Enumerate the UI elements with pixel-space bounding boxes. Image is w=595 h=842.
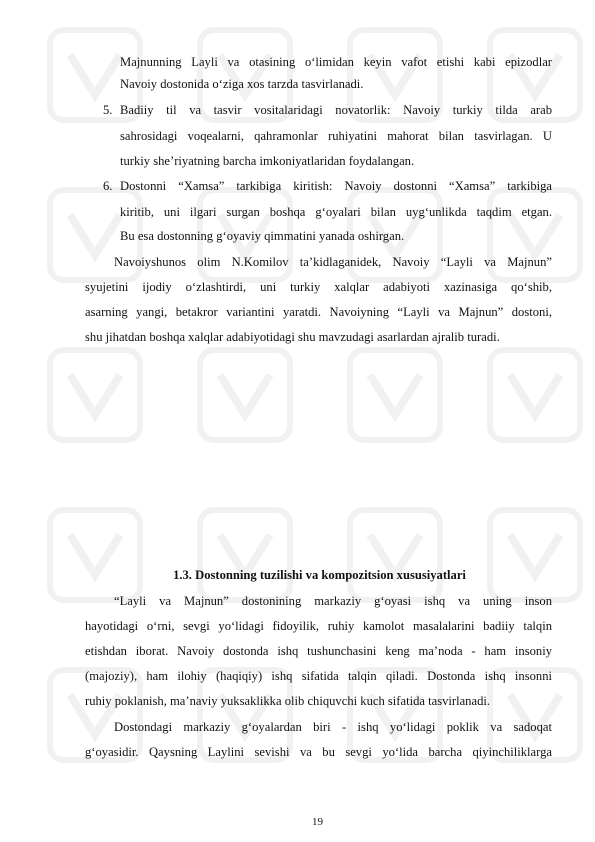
paragraph-line: shu jihatdan boshqa xalqlar adabiyotidagi shu mavzudagi asarlardan ajralib turadi. xyxy=(85,330,500,344)
list-item-line: Badiiy til va tasvir vositalaridagi novatorlik: Navoiy turkiy tilda arab xyxy=(120,103,552,117)
list-continuation-line: Navoiy dostonida o‘ziga xos tarzda tasvirlanadi. xyxy=(120,77,364,91)
paragraph-line: syujetini ijodiy o‘zlashtirdi, uni turkiy xalqlar adabiyoti xazinasiga qo‘shib, xyxy=(85,280,552,294)
watermark-mark xyxy=(340,340,450,450)
list-item-number: 5. xyxy=(103,103,113,117)
list-item-number: 6. xyxy=(103,179,113,193)
paragraph-line: (majoziy), ham ilohiy (haqiqiy) ishq sifatida talqin qiladi. Dostonda ishq insonni xyxy=(85,669,552,683)
paragraph-line: Dostondagi markaziy g‘oyalardan biri - ishq yo‘lidagi poklik va sadoqat xyxy=(114,720,552,734)
page-number: 19 xyxy=(312,816,323,828)
paragraph-line: hayotidagi o‘rni, sevgi yo‘lidagi fidoyilik, ruhiy kamolot masalalarini badiiy talqin xyxy=(85,619,552,633)
list-item-line: turkiy she’riyatning barcha imkoniyatlaridan foydalangan. xyxy=(120,154,415,168)
paragraph-line: asarning yangi, betakror variantini yaratdi. Navoiyning “Layli va Majnun” dostoni, xyxy=(85,305,552,319)
list-item-line: Bu esa dostonning g‘oyaviy qimmatini yanada oshirgan. xyxy=(120,229,405,243)
paragraph-line: ruhiy poklanish, ma’naviy yuksaklikka olib chiquvchi kuch sifatida tasvirlanadi. xyxy=(85,694,491,708)
list-continuation-line: Majnunning Layli va otasining o‘limidan keyin vafot etishi kabi epizodlar xyxy=(120,55,552,69)
section-heading: 1.3. Dostonning tuzilishi va kompozitsion xususiyatlari xyxy=(173,568,466,582)
paragraph-line: Navoiyshunos olim N.Komilov ta’kidlaganidek, Navoiy “Layli va Majnun” xyxy=(114,255,552,269)
paragraph-line: g‘oyasidir. Qaysning Laylini sevishi va bu sevgi yo‘lida barcha qiyinchiliklarga xyxy=(85,745,552,759)
list-item-line: sahrosidagi voqealarni, qahramonlar ruhiyatini mahorat bilan tasvirlagan. U xyxy=(120,129,552,143)
watermark-mark xyxy=(190,340,300,450)
list-item-line: kiritib, uni ilgari surgan boshqa g‘oyalari bilan uyg‘unlikda taqdim etgan. xyxy=(120,205,552,219)
list-item-line: Dostonni “Xamsa” tarkibiga kiritish: Navoiy dostonni “Xamsa” tarkibiga xyxy=(120,179,552,193)
paragraph-line: etishdan iborat. Navoiy dostonda ishq tushunchasini keng ma’noda - ham insoniy xyxy=(85,644,552,658)
watermark-mark xyxy=(40,340,150,450)
watermark-mark xyxy=(480,180,590,290)
paragraph-line: “Layli va Majnun” dostonining markaziy g‘oyasi ishq va uning inson xyxy=(114,594,552,608)
watermark-mark xyxy=(480,340,590,450)
